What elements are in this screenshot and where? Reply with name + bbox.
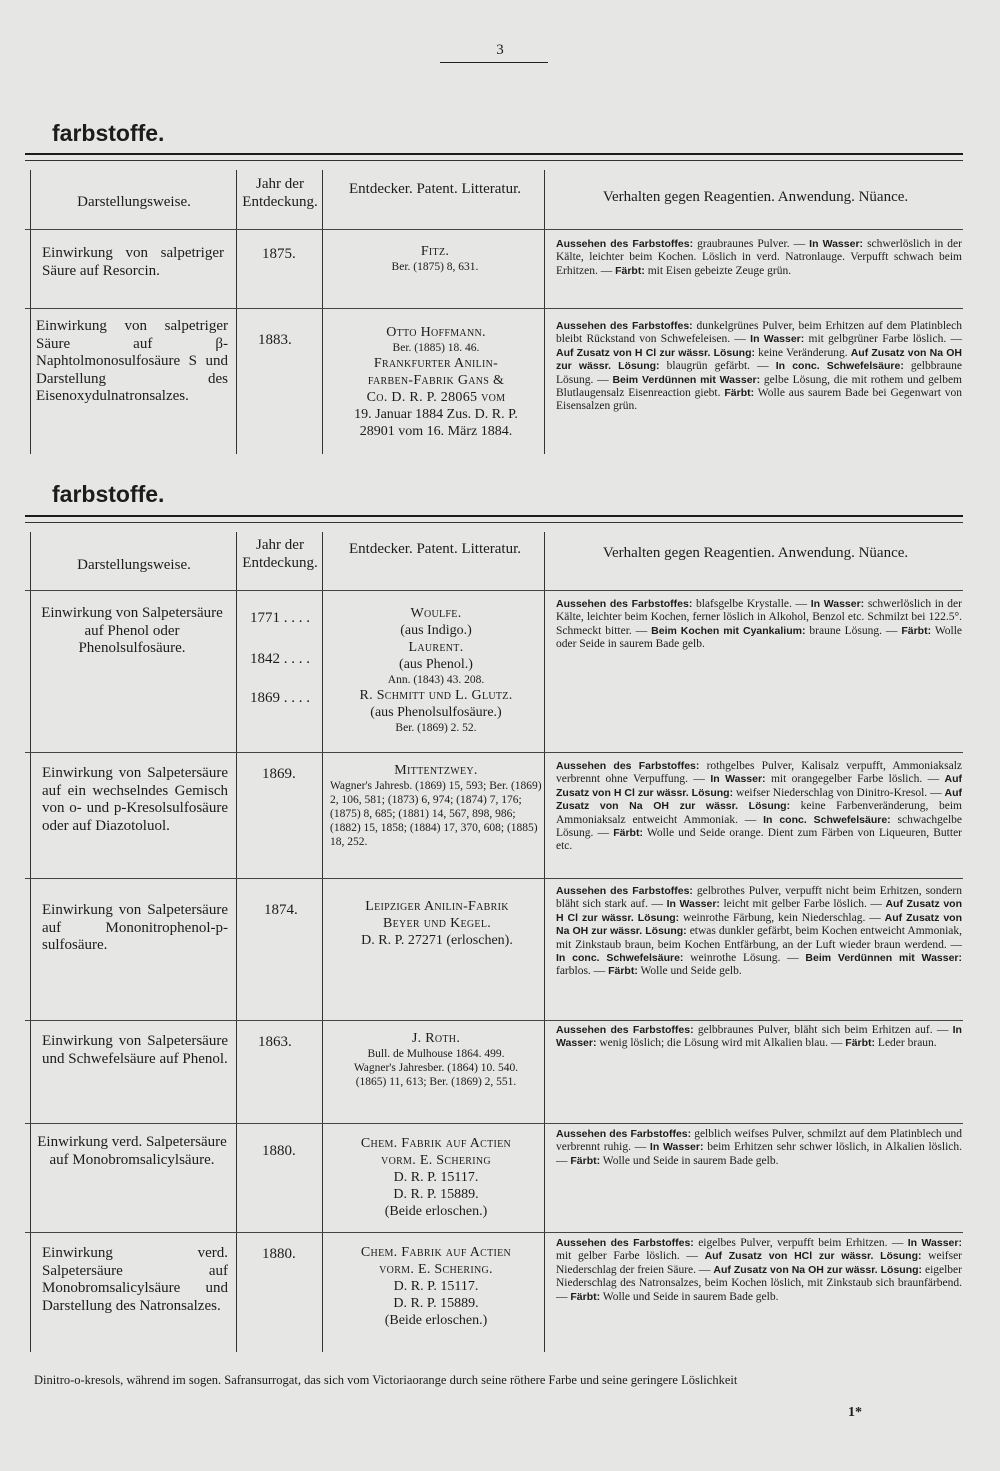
literature-reference: Bull. de Mulhouse 1864. 499. — [367, 1048, 505, 1060]
row-description: Einwirkung von salpetriger Säure auf Resorcin. — [42, 245, 224, 279]
row-divider — [25, 1123, 963, 1124]
header-jahr: Jahr der Entdeckung. — [242, 537, 318, 571]
row-description: Einwirkung von salpetriger Säure auf β-Naphtolmonosulfosäure S und Darstellung des Eisenoxydulnatronsalzes. — [36, 318, 228, 404]
patent-line: D. R. P. 15889. — [393, 1296, 479, 1311]
row-year: 1869. — [262, 766, 296, 782]
patent-line: Frankfurter Anilin- — [373, 356, 499, 371]
patent-line: (Beide erloschen.) — [384, 1313, 488, 1328]
discoverer-name: J. Roth. — [411, 1031, 461, 1046]
discoverer-name: Otto Hoffmann. — [386, 325, 486, 340]
reactions-text: Aussehen des Farbstoffes: gelbbraunes Pulver, bläht sich beim Erhitzen auf. — In Wasser: wenig löslich; die Lösung wird mit Alkalien blau. — Färbt: Leder braun. — [556, 1024, 962, 1050]
header-rule — [25, 590, 963, 591]
row-year: 1771 . . . . — [250, 610, 310, 626]
discoverer-note: (aus Indigo.) — [400, 623, 472, 638]
row-divider — [25, 308, 963, 309]
reactions-text: Aussehen des Farbstoffes: graubraunes Pulver. — In Wasser: schwerlöslich in der Kälte, leichter beim Kochen. Löslich in verd. Natronlauge. Verpufft schwach beim Erhitzen. — Färbt: mit Eisen gebeizte Zeuge grün. — [556, 238, 962, 277]
literature-reference: Wagner's Jahresb. (1869) 15, 593; Ber. (1869) 2, 106, 581; (1873) 6, 974; (1874) 7, 176; (1875) 8, 685; (1881) 14, 567, 898, 986; (1882) 15, 1858; (1884) 17, 370, 608; (1885) 18, 252. — [330, 780, 542, 848]
row-year: 1863. — [258, 1034, 292, 1050]
row-divider — [25, 1020, 963, 1021]
discoverer-name: Fitz. — [420, 244, 450, 259]
discoverer-name: Woulfe. — [410, 606, 462, 621]
reactions-text: Aussehen des Farbstoffes: blafsgelbe Krystalle. — In Wasser: schwerlöslich in der Kälte, leichter beim Kochen, ferner löslich in Alkohol, Benzol etc. Schmilzt bei 122.5°. Schmeckt bitter. — Beim Kochen mit Cyankalium: braune Lösung. — Färbt: Wolle oder Seide in saurem Bade gelb. — [556, 598, 962, 651]
discoverer-name: Mittentzwey. — [394, 763, 478, 778]
column-divider — [322, 532, 323, 1352]
patent-line: D. R. P. 27271 (erloschen). — [361, 933, 513, 948]
page-number: 3 — [496, 42, 504, 58]
row-year: 1883. — [258, 332, 292, 348]
literature-reference: (1865) 11, 613; Ber. (1869) 2, 551. — [355, 1076, 517, 1088]
column-divider — [236, 532, 237, 1352]
row-description: Einwirkung von Salpetersäure auf ein wechselndes Gemisch von o- und p-Kresolsulfosäure oder auf Diazotoluol. — [42, 765, 228, 834]
signature-mark: 1* — [848, 1405, 862, 1420]
header-entdecker: Entdecker. Patent. Litteratur. — [348, 181, 522, 197]
literature-reference: Wagner's Jahresber. (1864) 10. 540. — [353, 1062, 519, 1074]
patent-line: Co. D. R. P. 28065 vom — [366, 390, 506, 405]
row-divider — [25, 878, 963, 879]
discoverer-name: Laurent. — [408, 640, 464, 655]
table-top-rule — [25, 153, 963, 155]
patent-line: D. R. P. 15117. — [393, 1170, 479, 1185]
patent-line: 19. Januar 1884 Zus. D. R. P. — [354, 407, 518, 422]
discoverer-note: (aus Phenol.) — [399, 657, 473, 672]
header-entdecker: Entdecker. Patent. Litteratur. — [348, 541, 522, 557]
discoverer-note: (aus Phenolsulfosäure.) — [370, 705, 502, 720]
table-top-rule — [25, 522, 963, 523]
row-year: 1874. — [264, 902, 298, 918]
reactions-text: Aussehen des Farbstoffes: gelblich weifses Pulver, schmilzt auf dem Platinblech und verbrennt ruhig. — In Wasser: beim Erhitzen sehr schwer löslich, in Alkalien löslich. — Färbt: Wolle und Seide in saurem Bade gelb. — [556, 1128, 962, 1167]
row-description: Einwirkung verd. Salpetersäure auf Monobromsalicylsäure. — [37, 1134, 227, 1168]
row-description: Einwirkung von Salpetersäure auf Mononitrophenol-p-sulfosäure. — [42, 902, 228, 953]
discoverer-name: R. Schmitt und L. Glutz. — [359, 688, 513, 703]
reactions-text: Aussehen des Farbstoffes: eigelbes Pulver, verpufft beim Erhitzen. — In Wasser: mit gelber Farbe löslich. — Auf Zusatz von HCl zur wässr. Lösung: weifser Niederschlag der freien Säure. — Auf Zusatz von Na OH zur wässr. Lösung: eigelber Niederschlag des Natronsalzes, beim Kochen löslich, mit Zinkstaub sich braunfärbend. — Färbt: Wolle und Seide in saurem Bade gelb. — [556, 1237, 962, 1303]
patent-line: Chem. Fabrik auf Actien — [360, 1136, 512, 1151]
header-rule — [25, 229, 963, 230]
patent-line: vorm. E. Schering — [381, 1153, 491, 1168]
row-divider — [25, 752, 963, 753]
column-divider — [30, 532, 31, 1352]
row-year: 1869 . . . . — [250, 690, 310, 706]
patent-line: D. R. P. 15117. — [393, 1279, 479, 1294]
patent-line: D. R. P. 15889. — [393, 1187, 479, 1202]
table-top-rule — [25, 160, 963, 161]
patent-line: farben-Fabrik Gans & — [367, 373, 505, 388]
row-year: 1875. — [262, 246, 296, 262]
section-title: farbstoffe. — [52, 481, 165, 507]
patent-line: Leipziger Anilin-Fabrik — [365, 899, 509, 914]
reactions-text: Aussehen des Farbstoffes: rothgelbes Pulver, Kalisalz verpufft, Ammoniaksalz verbrennt ohne Verpuffung. — In Wasser: mit orangegelber Farbe löslich. — Auf Zusatz von H Cl zur wässr. Lösung: weifser Niederschlag von Dinitro-Kresol. — Auf Zusatz von Na OH zur wässr. Lösung: keine Farbenveränderung, beim Ammoniaksalz entweicht Ammoniak. — In conc. Schwefelsäure: schwachgelbe Lösung. — Färbt: Wolle und Seide orange. Dient zum Färben von Liqueuren, Butter etc. — [556, 760, 963, 853]
row-year: 1880. — [262, 1143, 296, 1159]
header-jahr: Jahr der Entdeckung. — [242, 176, 318, 210]
literature-reference: Ber. (1875) 8, 631. — [391, 261, 479, 273]
header-darstellung: Darstellungsweise. — [77, 557, 191, 573]
patent-line: (Beide erloschen.) — [384, 1204, 488, 1219]
column-divider — [322, 170, 323, 454]
literature-reference: Ber. (1869) 2. 52. — [395, 722, 477, 734]
header-verhalten: Verhalten gegen Reagentien. Anwendung. Nüance. — [602, 189, 909, 205]
page-number-rule — [440, 62, 548, 63]
header-darstellung: Darstellungsweise. — [77, 194, 191, 210]
section-title: farbstoffe. — [52, 120, 165, 146]
column-divider — [30, 170, 31, 454]
patent-line: vorm. E. Schering. — [379, 1262, 493, 1277]
row-year: 1842 . . . . — [250, 651, 310, 667]
reactions-text: Aussehen des Farbstoffes: dunkelgrünes Pulver, beim Erhitzen auf dem Platinblech bleibt Rückstand von Schwefeleisen. — In Wasser: mit gelbgrüner Farbe löslich. — Auf Zusatz von H Cl zur wässr. Lösung: keine Veränderung. Auf Zusatz von Na OH zur wässr. Lösung: blaugrün gefärbt. — In conc. Schwefelsäure: gelbbraune Lösung. — Beim Verdünnen mit Wasser: gelbe Lösung, die mit rothem und gelbem Blutlaugensalz Eisenreaction giebt. Färbt: Wolle aus saurem Bade bei Gegenwart von Eisensalzen grün. — [556, 320, 963, 413]
row-description: Einwirkung von Salpetersäure auf Phenol oder Phenolsulfosäure. — [41, 605, 223, 656]
footer-note: Dinitro-o-kresols, während im sogen. Safransurrogat, das sich vom Victoriaorange durch seine röthere Farbe und seine geringere Löslichkeit — [34, 1373, 738, 1387]
header-verhalten: Verhalten gegen Reagentien. Anwendung. Nüance. — [602, 545, 909, 561]
patent-line: 28901 vom 16. März 1884. — [359, 424, 513, 439]
literature-reference: Ber. (1885) 18. 46. — [392, 342, 480, 354]
patent-line: Beyer und Kegel. — [382, 916, 492, 931]
reactions-text: Aussehen des Farbstoffes: gelbrothes Pulver, verpufft nicht beim Erhitzen, sondern bläht sich stark auf. — In Wasser: leicht mit gelber Farbe löslich. — Auf Zusatz von H Cl zur wässr. Lösung: weinrothe Färbung, kein Niederschlag. — Auf Zusatz von Na OH zur wässr. Lösung: etwas dunkler gefärbt, beim Kochen entweicht Ammoniak, mit Zinkstaub braun, beim Kochen Entfärbung, an der Luft wieder braun werdend. — In conc. Schwefelsäure: weinrothe Lösung. — Beim Verdünnen mit Wasser: farblos. — Färbt: Wolle und Seide gelb. — [556, 885, 963, 978]
row-description: Einwirkung verd. Salpetersäure auf Monobromsalicylsäure und Darstellung des Natronsalzes. — [42, 1245, 228, 1314]
patent-line: Chem. Fabrik auf Actien — [360, 1245, 512, 1260]
table-top-rule — [25, 515, 963, 517]
row-divider — [25, 1232, 963, 1233]
column-divider — [236, 170, 237, 454]
row-description: Einwirkung von Salpetersäure und Schwefelsäure auf Phenol. — [42, 1033, 228, 1067]
literature-reference: Ann. (1843) 43. 208. — [387, 674, 485, 686]
row-year: 1880. — [262, 1246, 296, 1262]
